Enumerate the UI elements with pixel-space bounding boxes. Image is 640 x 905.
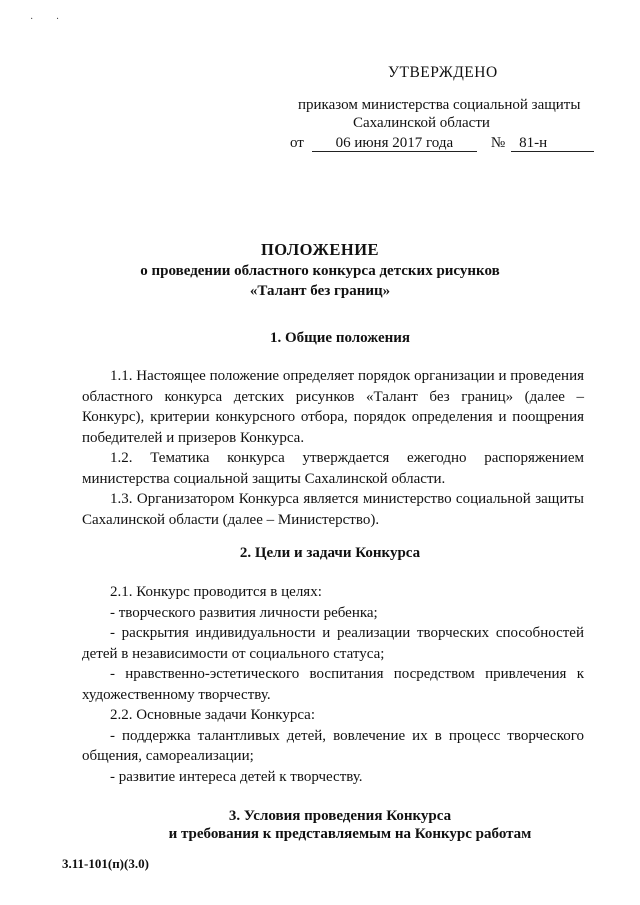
approval-block bbox=[290, 64, 610, 152]
document-subtitle-line1: о проведении областного конкурса детских рисунков bbox=[140, 263, 500, 279]
section2-body bbox=[82, 582, 584, 787]
order-date: 06 июня 2017 года bbox=[312, 135, 477, 152]
section2-heading: 2. Цели и задачи Конкурса bbox=[239, 545, 421, 561]
goal-item: - нравственно-эстетического воспитания посредством привлечения к художественному творчеству. bbox=[82, 666, 584, 703]
document-subtitle-line2: «Талант без границ» bbox=[249, 283, 391, 299]
approval-region-line: Сахалинской области bbox=[353, 115, 490, 131]
paragraph-2-2: 2.2. Основные задачи Конкурса: bbox=[110, 707, 315, 723]
document-title: ПОЛОЖЕНИЕ bbox=[260, 240, 380, 259]
date-from-label: от bbox=[290, 135, 304, 151]
paragraph-1-3: 1.3. Организатором Конкурса является министерство социальной защиты Сахалинской области (далее – Министерство). bbox=[82, 491, 584, 528]
approval-order-line: приказом министерства социальной защиты bbox=[298, 97, 581, 113]
paragraph-1-2: 1.2. Тематика конкурса утверждается ежегодно распоряжением министерства социальной защиты Сахалинской области. bbox=[82, 450, 584, 487]
task-item: - развитие интереса детей к творчеству. bbox=[110, 768, 363, 785]
paragraph-1-1: 1.1. Настоящее положение определяет порядок организации и проведения областного конкурса детских рисунков «Талант без границ» (далее – Конкурс), критерии конкурсного отбора, порядок определения и поощрения победителей и призеров Конкурса. bbox=[82, 368, 584, 446]
section1-body bbox=[82, 366, 584, 530]
section3-heading-line2: и требования к представляемым на Конкурс работам bbox=[168, 826, 532, 842]
order-number: 81-н bbox=[511, 135, 594, 152]
goal-item: - творческого развития личности ребенка; bbox=[110, 604, 378, 621]
section1-heading: 1. Общие положения bbox=[269, 330, 411, 346]
approval-stamp-title: УТВЕРЖДЕНО bbox=[388, 64, 498, 81]
task-item: - поддержка талантливых детей, вовлечение их в процесс творческого общения, самореализации; bbox=[82, 727, 584, 764]
order-number-label: № bbox=[490, 135, 506, 151]
scan-specks: · · bbox=[30, 14, 70, 25]
goal-item: - раскрытия индивидуальности и реализации творческих способностей детей в независимости от социального статуса; bbox=[82, 625, 584, 662]
section3-heading-line1: 3. Условия проведения Конкурса bbox=[228, 808, 452, 824]
paragraph-2-1: 2.1. Конкурс проводится в целях: bbox=[110, 584, 322, 600]
approval-date-line bbox=[290, 134, 610, 152]
document-code: 3.11-101(п)(3.0) bbox=[62, 856, 149, 871]
